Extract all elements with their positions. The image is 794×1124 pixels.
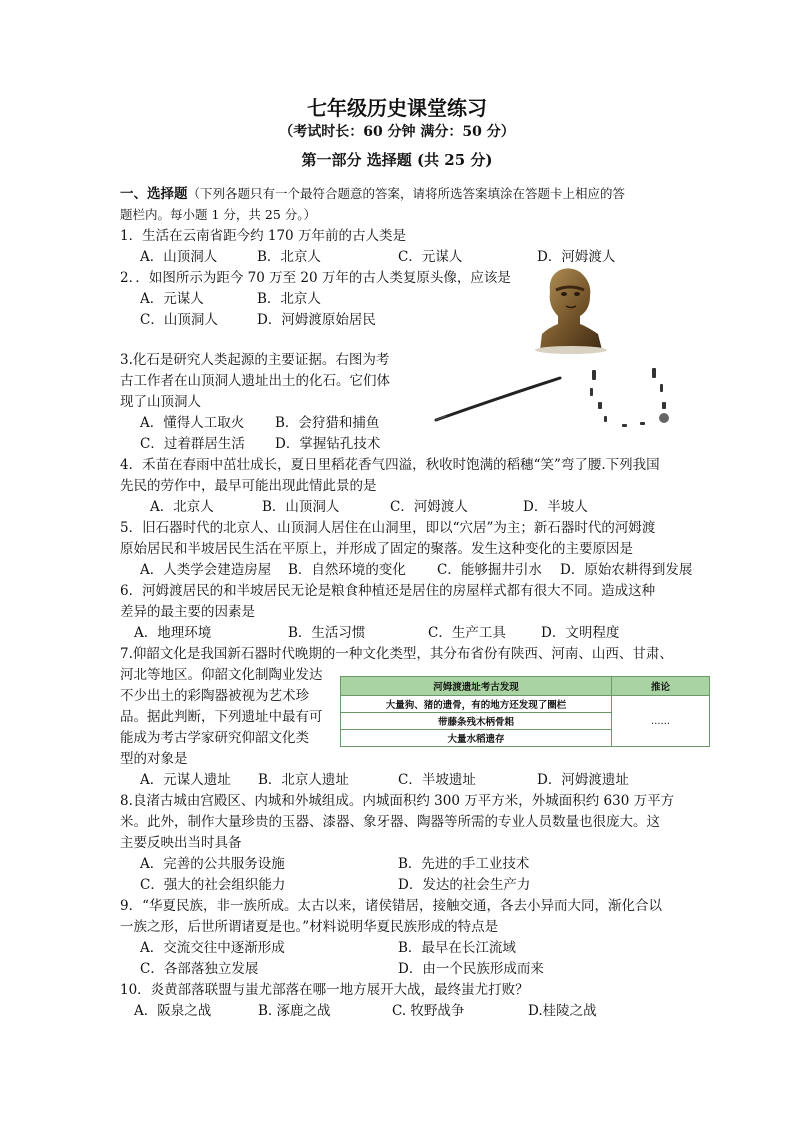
q10-option-b: B. 涿鹿之战 [258,1003,331,1019]
q6-option-a: A．地理环境 [134,625,212,641]
q5-line2: 原始居民和半坡居民生活在平原上，并形成了固定的聚落。发生这种变化的主要原因是 [120,541,633,557]
q1-option-c: C．元谋人 [398,249,463,265]
instructions-text1: （下列各题只有一个最符合题意的答案，请将所选答案填涂在答题卡上相应的答 [187,186,626,201]
q3-option-a: A．懂得人工取火 [140,415,245,431]
q6-option-b: B．生活习惯 [288,625,366,641]
q2-option-d: D．河姆渡原始居民 [257,312,376,328]
table-row-finding-2: 带藤条残木柄骨耜 [341,713,612,730]
q8-line1: 8.良渚古城由宫殿区、内城和外城组成。内城面积约 300 万平方米，外城面积约 630 万平方 [120,793,675,809]
q4-option-a: A．北京人 [150,499,214,515]
table-row-finding-1: 大量狗、猪的遗骨，有的地方还发现了圈栏 [341,696,612,713]
part-heading: 第一部分 选择题 (共 25 分) [301,151,493,169]
q7-option-c: C．半坡遗址 [398,772,476,788]
q5-option-b: B．自然环境的变化 [288,562,406,578]
q2-option-b: B．北京人 [257,291,321,307]
q3-line1: 3.化石是研究人类起源的主要证据。右图为考 [120,352,390,368]
q3-option-d: D．掌握钻孔技术 [275,436,381,452]
exam-title: 七年级历史课堂练习 [307,96,487,120]
q5-option-d: D．原始农耕得到发展 [560,562,693,578]
q7-line1: 7.仰韶文化是我国新石器时代晚期的一种文化类型，其分布省份有陕西、河南、山西、甘肃、 [120,646,673,662]
q7-line2: 河北等地区。仰韶文化制陶业发达 [120,667,323,683]
q6-option-c: C．生产工具 [428,625,506,641]
instructions-heading: 一、选择题 [120,186,188,202]
q6-line1: 6．河姆渡居民的和半坡居民无论是粮食种植还是居住的房屋样式都有很大不同。造成这种 [120,583,656,599]
q4-line2: 先民的劳作中，最早可能出现此情此景的是 [120,478,377,494]
q7-line6: 型的对象是 [120,751,188,767]
fossil-needle-ornaments-image [432,362,682,432]
q9-option-d: D．由一个民族形成而来 [398,961,544,977]
hominid-bust-image [530,262,612,354]
q1-option-b: B．北京人 [257,249,321,265]
q8-line2: 米。此外，制作大量珍贵的玉器、漆器、象牙器、陶器等所需的专业人员数量也很庞大。这 [120,814,660,830]
q10-option-a: A．阪泉之战 [134,1003,212,1019]
q2-stem: 2．．如图所示为距今 70 万至 20 万年的古人类复原头像，应该是 [120,270,511,286]
q6-line2: 差异的最主要的因素是 [120,604,255,620]
q9-option-a: A．交流交往中逐渐形成 [140,940,285,956]
q10-stem: 10．炎黄部落联盟与蚩尤部落在哪一地方展开大战，最终蚩尤打败？ [120,982,529,998]
q8-option-b: B．先进的手工业技术 [398,856,530,872]
q7-option-a: A．元谋人遗址 [140,772,231,788]
q1-stem: 1．生活在云南省距今约 170 万年前的古人类是 [120,228,406,244]
q6-option-d: D．文明程度 [541,625,620,641]
exam-subtitle: （考试时长：60 分钟 满分：50 分） [279,124,515,140]
q10-option-c: C. 牧野战争 [392,1003,465,1019]
q7-option-d: D．河姆渡遗址 [537,772,629,788]
q3-option-b: B．会狩猎和捕鱼 [275,415,380,431]
q3-line3: 现了山顶洞人 [120,394,201,410]
instructions-line1 [120,184,625,204]
q3-line2: 古工作者在山顶洞人遗址出土的化石。它们体 [120,373,390,389]
instructions-line2: 题栏内。每小题 1 分，共 25 分。） [120,207,317,222]
q7-line3: 不少出土的彩陶器被视为艺术珍 [120,688,309,704]
q3-option-c: C．过着群居生活 [140,436,245,452]
table-header-inference: 推论 [612,677,710,696]
q2-option-a: A．元谋人 [140,291,204,307]
q4-option-c: C．河姆渡人 [390,499,468,515]
table-header-findings: 河姆渡遗址考古发现 [341,677,612,696]
q8-option-a: A．完善的公共服务设施 [140,856,285,872]
q7-option-b: B．北京人遗址 [258,772,349,788]
q8-option-c: C．强大的社会组织能力 [140,877,286,893]
q10-option-d: D.桂陵之战 [528,1003,597,1019]
q8-option-d: D．发达的社会生产力 [398,877,531,893]
q4-option-d: D．半坡人 [523,499,588,515]
q2-option-c: C．山顶洞人 [140,312,218,328]
q4-line1: 4．禾苗在春雨中茁壮成长，夏日里稻花香气四溢，秋收时饱满的稻穗“笑”弯了腰.下列我国 [120,457,660,473]
q7-line4: 品。据此判断，下列遗址中最有可 [120,709,323,725]
q8-line3: 主要反映出当时具备 [120,835,242,851]
table-inference-cell: …… [612,696,710,747]
q5-option-a: A．人类学会建造房屋 [140,562,272,578]
q9-line1: 9．“华夏民族，非一族所成。太古以来，诸侯错居，接触交通，各去小异而大同，渐化合以 [120,898,662,914]
table-row-finding-3: 大量水稻遗存 [341,730,612,747]
q4-option-b: B．山顶洞人 [262,499,340,515]
q9-option-b: B．最早在长江流域 [398,940,516,956]
q9-option-c: C．各部落独立发展 [140,961,259,977]
hemudu-findings-table [340,676,710,747]
q9-line2: 一族之形，后世所谓诸夏是也。”材料说明华夏民族形成的特点是 [120,919,499,935]
q5-line1: 5．旧石器时代的北京人、山顶洞人居住在山洞里，即以“穴居”为主；新石器时代的河姆渡 [120,520,656,536]
q7-line5: 能成为考古学家研究仰韶文化类 [120,730,309,746]
q5-option-c: C．能够掘井引水 [437,562,542,578]
q1-option-d: D．河姆渡人 [537,249,616,265]
q1-option-a: A．山顶洞人 [140,249,218,265]
